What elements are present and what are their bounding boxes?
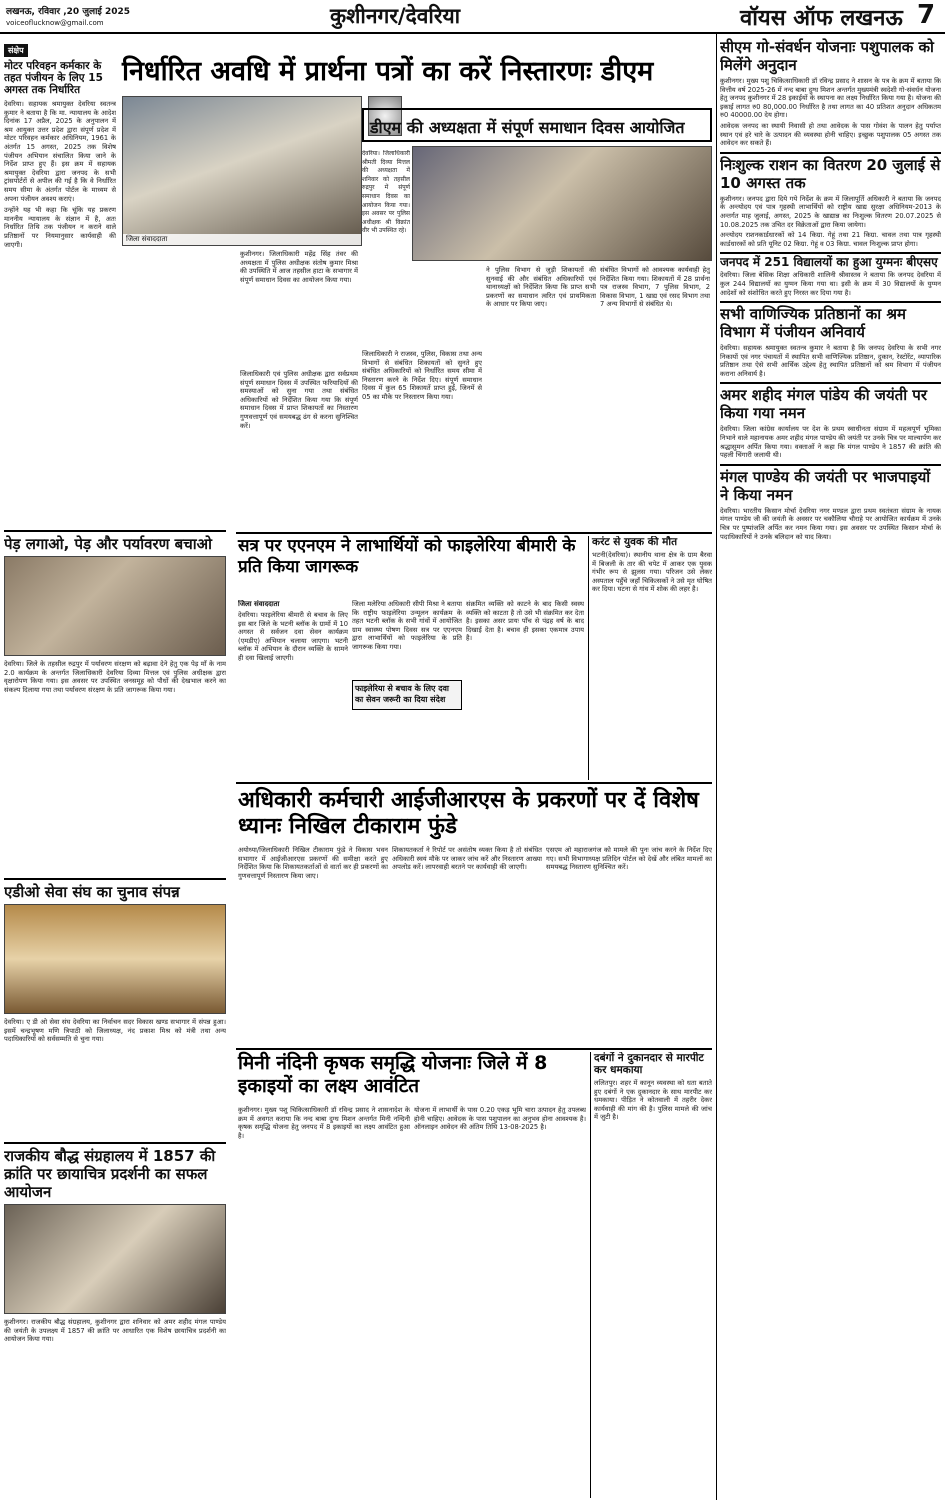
igrs-col-1: [238, 846, 388, 1046]
filaria-headline: सत्र पर एएनएम ने लाभार्थियों को फाइलेरिया बीमारी के प्रति किया जागरूक: [238, 536, 576, 577]
issue-date: लखनऊ, रविवार ,20 जुलाई 2025: [6, 7, 131, 17]
article-body: देवरिया। जिला बेसिक शिक्षा अधिकारी शालिनी श्रीवास्तव ने बताया कि जनपद देवरिया में कुल 244 विद्यालयों का युग्मन किया गया था। इसी के क्रम में 30 विद्यालयों के युग्मन आदेशों को संशोधित करते हुए निरस्त कर दिया गया है।: [720, 271, 941, 297]
newspaper-logo: वॉयस ऑफ लखनऊ: [740, 6, 903, 31]
pull-quote: [352, 680, 462, 710]
igrs-headline: अधिकारी कर्मचारी आईजीआरएस के प्रकरणों पर दें विशेष ध्यानः निखिल टीकाराम फुंडे: [238, 788, 699, 839]
article-headline: पेड़ लगाओ, पेड़ और पर्यावरण बचाओ: [4, 535, 212, 553]
museum-article: [4, 1142, 226, 1498]
byline: जिला संवाददाता: [238, 600, 280, 608]
article-body: कुशीनगर। जनपद द्वारा दिये गये निर्देश के क्रम में जिलापूर्ति अधिकारी ने बताया कि जनपद के अन्त्योदय एवं पात्र गृहस्थी लाभार्थियों को राष्ट्रीय खाद्य सुरक्षा अधिनियम-2013 के अन्तर्गत माह जुलाई, अगस्त, 2025 के खाद्यान्न का निःशुल्क वितरण 20.07.2025 से 10.08.2025 तक उचित दर विक्रेताओं द्वारा किया जायेगा।: [720, 194, 941, 229]
article-headline: जनपद में 251 विद्यालयों का हुआ युग्मनः बीएसए: [720, 255, 938, 270]
divider: [236, 1048, 712, 1050]
igrs-col-2: [392, 846, 542, 1046]
section-title: कुशीनगर/देवरिया: [330, 4, 461, 28]
masthead: [0, 0, 945, 34]
nandini-col-2: [414, 1106, 586, 1498]
column-divider: [716, 34, 717, 1500]
article-headline: मोटर परिवहन कर्मकार के तहत पंजीयन के लिए 15 अगस्त तक निर्धारित: [4, 60, 103, 96]
group-photo: [4, 904, 226, 1014]
meeting-photo: [122, 96, 362, 246]
lead-col-6: [600, 266, 710, 530]
article-body: आवेदक जनपद का स्थायी निवासी हो तथा आवेदक के पास गोवंश के पालन हेतु पर्याप्त स्थान एवं हरे चारे के उत्पादन की व्यवस्था होनी चाहिए। इच्छुक पशुपालक 05 अगस्त तक आवेदन कर सकते हैं।: [720, 121, 941, 148]
article-headline: राजकीय बौद्ध संग्रहालय में 1857 की क्रांति पर छायाचित्र प्रदर्शनी का सफल आयोजन: [4, 1147, 216, 1201]
exhibition-photo: [4, 1204, 226, 1314]
mangal-pandey-congress-article: [720, 382, 941, 459]
article-body: संक्रमित व्यक्ति को काटने के बाद किसी स्वस्थ व्यक्ति को काटता है तो उसे भी संक्रमित कर देता है। इसका असर प्रायः पाँच से पंद्रह वर्ष के बाद दिखाई देता है। बचाव ही इसका एकमात्र उपाय है।: [466, 600, 584, 643]
lead-col-3: [240, 370, 358, 530]
article-body: जिला मलेरिया अधिकारी सीपी मिश्रा ने बताया कि राष्ट्रीय फाइलेरिया उन्मूलन कार्यक्रम के तहत भटनी ब्लॉक के सभी गांवों में आयोजित ग्राम स्वास्थ्य पोषण दिवस सत्र पर एएनएम द्वारा लाभार्थियों को फाइलेरिया के प्रति जागरूक किया गया।: [352, 600, 462, 651]
ration-article: [720, 152, 941, 249]
article-body: ललितपुर। शहर में कानून व्यवस्था को धता बताते हुए दबंगों ने एक दुकानदार के साथ मारपीट कर धमकाया। पीड़ित ने कोतवाली में तहरीर देकर कार्यवाही की मांग की है। पुलिस मामले की जांच में जुटी है।: [594, 1079, 712, 1122]
divider: [236, 782, 712, 784]
article-body: देवरिया। ए डी ओ सेवा संघ देवरिया का निर्वाचन सदर विकास खण्ड सभागार में संपन्न हुआ। इसमें चन्द्रभूषण मणि त्रिपाठी को जिलाध्यक्ष, नंद प्रकाश मिश्र को मंत्री तथा अन्य पदाधिकारियों को सर्वसम्मति से चुना गया।: [4, 1018, 226, 1044]
article-body: कुशीनगर। मुख्य पशु चिकित्साधिकारी डॉ रविन्द्र प्रसाद ने शासन के पत्र के क्रम में बताया कि वित्तीय वर्ष 2025-26 में नन्द बाबा दुग्ध मिशन अन्तर्गत मुख्यमंत्री स्वदेशी गो-संवर्धन योजना हेतु जनपद कुशीनगर में 28 इकाईयों के स्थापना का लक्ष्य निर्धारित किया गया है। योजना की इकाई लागत रु0 80,000.00 निर्धारित है तथा लागत का 40 प्रतिशत अनुदान अधिकतम रु0 40000.00 देय होगा।: [720, 77, 941, 120]
nandini-col-1: [238, 1106, 410, 1498]
email-address: voiceoflucknow@gmail.com: [6, 19, 104, 27]
article-body: कुशीनगर। राजकीय बौद्ध संग्रहालय, कुशीनगर द्वारा शनिवार को अमर शहीद मंगल पाण्डेय की जयंती के उपलक्ष्य में 1857 की क्रांति पर आधारित एक विशेष छायाचित्र प्रदर्शनी का आयोजन किया गया।: [4, 1318, 226, 1344]
article-body: देवरिया। सहायक श्रमायुक्त देवरिया स्वतन्त्र कुमार ने बताया है कि मा. न्यायालय के आदेश दिनांक 17 अप्रैल, 2025 के अनुपालन में श्रम आयुक्त उत्तर प्रदेश द्वारा संपूर्ण प्रदेश में मोटर परिवहन कर्मकार अधिनियम, 1961 के अंतर्गत 15 अगस्त, 2025 तक विशेष पंजीयन अभियान संचालित किया जाने के निर्देश प्राप्त हुए हैं। इस क्रम में सहायक श्रमायुक्त देवरिया द्वारा जनपद के सभी ट्रांसपोर्टरों से अपील की गई है कि वे निर्धारित समय सीमा के अंतर्गत पोर्टल के माध्यम से अपना पंजीयन अवश्य कराएं।: [4, 100, 116, 203]
igrs-col-3: [546, 846, 712, 1046]
subhead-box: [362, 108, 712, 142]
article-headline: मंगल पाण्डेय की जयंती पर भाजपाइयों ने किया नमन: [720, 467, 931, 504]
divider: [236, 532, 712, 534]
filaria-col-1: [238, 600, 348, 780]
article-body: एसएम ओ महाराजगंज को मामले की पुनः जांच करने के निर्देश दिए गए। सभी विभागाध्यक्ष प्रतिदिन पोर्टल को देखें और लंबित मामलों का समयबद्ध निस्तारण सुनिश्चित करें।: [546, 846, 712, 872]
page-number: 7: [917, 0, 936, 30]
nandini-headline: मिनी नंदिनी कृषक समृद्धि योजनाः जिले में 8 इकाइयों का लक्ष्य आवंटित: [238, 1052, 548, 1097]
article-body: देवरिया। सहायक श्रमायुक्त स्वतन्त्र कुमार ने बताया है कि जनपद देवरिया के सभी नगर निकायों एवं नगर पंचायतों में स्थापित सभी वाणिज्यिक प्रतिष्ठान, दुकान, रेस्टोरेंट, व्यापारिक प्रतिष्ठान तथा ऐसे सभी आर्थिक उद्देश्य हेतु स्थापित प्रतिष्ठानों को श्रम विभाग में पंजीयन कराना अनिवार्य है।: [720, 344, 941, 378]
article-body: देवरिया। जिले के तहसील रुद्रपुर में पर्यावरण संरक्षण को बढ़ावा देने हेतु एक पेड़ माँ के नाम 2.0 कार्यक्रम के अन्तर्गत जिलाधिकारी देवरिया दिव्या मित्तल एवं पुलिस अधीक्षक द्वारा वृक्षारोपण किया गया। इस अवसर पर उपस्थित जनसमूह को पौधों की देखभाल करने का संकल्प दिलाया गया तथा पर्यावरण संरक्षण के प्रति जागरूक किया गया।: [4, 660, 226, 694]
article-headline: दबंगों ने दुकानदार से मारपीट कर धमकाया: [594, 1052, 704, 1076]
article-headline: अमर शहीद मंगल पांडेय की जयंती पर किया गया नमन: [720, 386, 927, 423]
article-body: देवरिया। जिलाधिकारी श्रीमती दिव्या मित्तल की अध्यक्षता में शनिवार को तहसील रुद्रपुर में संपूर्ण समाधान दिवस का आयोजन किया गया। इस अवसर पर पुलिस अधीक्षक श्री विक्रांत वीर भी उपस्थित रहे।: [362, 150, 410, 235]
filaria-col-2: [352, 600, 462, 678]
article-body: योजना में लाभार्थी के पास 0.20 एकड़ भूमि चारा उत्पादन हेतु उपलब्ध होनी चाहिए। आवेदक के पास पशुपालन का अनुभव होना आवश्यक है। ऑनलाइन आवेदन की अंतिम तिथि 13-08-2025 है।: [414, 1106, 586, 1132]
article-body: शिकायतकर्ता ने रिपोर्ट पर असंतोष व्यक्त किया है तो संबंधित अधिकारी स्वयं मौके पर जाकर जांच करें और निस्तारण आख्या अपलोड करें। लापरवाही बरतने पर कार्यवाही की जाएगी।: [392, 846, 542, 872]
article-headline: निःशुल्क राशन का वितरण 20 जुलाई से 10 अगस्त तक: [720, 155, 941, 192]
labour-article: [720, 301, 941, 378]
lead-col-4: [362, 350, 482, 530]
brief-tag: संक्षेप: [4, 44, 28, 57]
article-body: देवरिया। भारतीय किसान मोर्चा देवरिया नगर मण्डल द्वारा प्रथम स्वतंत्रता संग्राम के नायक मंगल पाण्डेय जी की जयंती के अवसर पर चकौलिया चौराहे पर आयोजित कार्यक्रम में उनके चित्र पर पुष्पांजलि अर्पित कर नमन किया गया। इस अवसर पर उपस्थित किसान मोर्चा के पदाधिकारियों ने उनके बलिदान को याद किया।: [720, 506, 941, 541]
lead-subhead: डीएम की अध्यक्षता में संपूर्ण समाधान दिवस आयोजित: [370, 118, 685, 137]
article-body: अन्त्योदय राशनकार्डधारकों को 14 किग्रा. गेहूं तथा 21 किग्रा. चावल तथा पात्र गृहस्थी कार्डधारकों को प्रति यूनिट 02 किग्रा. गेहूं व 03 किग्रा. चावल निःशुल्क प्राप्त होगा।: [720, 231, 941, 248]
tree-article: [4, 530, 226, 870]
article-headline: करंट से युवक की मौत: [592, 536, 678, 548]
photo-caption: जिला संवाददाता: [123, 234, 361, 245]
article-body: कुशीनगर। जिलाधिकारी महेंद्र सिंह तंवर की अध्यक्षता में पुलिस अधीक्षक संतोष कुमार मिश्रा की उपस्थिति में आज तहसील हाटा के सभागार में संपूर्ण समाधान दिवस का आयोजन किया गया।: [240, 250, 358, 284]
right-column: [720, 38, 941, 1498]
lead-col-5: [486, 266, 596, 530]
article-body: जिलाधिकारी ने राजस्व, पुलिस, विकास तथा अन्य विभागों से संबंधित शिकायतों को सुनते हुए संबंधित अधिकारियों को निर्धारित समय सीमा में निस्तारण करने के निर्देश दिए। संपूर्ण समाधान दिवस में कुल 65 शिकायतें प्राप्त हुईं, जिनमें से 05 का मौके पर निस्तारण किया गया।: [362, 350, 482, 401]
article-body: संबंधित विभागों को आवश्यक कार्यवाही हेतु निर्देशित किया गया। शिकायतों में 28 प्रार्थना पत्र राजस्व विभाग, 7 पुलिस विभाग, 2 विकास विभाग, 1 खाद्य एवं रसद विभाग तथा 7 अन्य विभागों से संबंधित थे।: [600, 266, 710, 309]
article-body: जिलाधिकारी एवं पुलिस अधीक्षक द्वारा सर्वप्रथम संपूर्ण समाधान दिवस में उपस्थित फरियादियों की समस्याओं को सुना गया तथा संबंधित अधिकारियों को निर्देशित किया गया कि संपूर्ण समाधान दिवस में प्राप्त शिकायतों का निस्तारण गुणवत्तापूर्ण एवं समयबद्ध ढंग से करना सुनिश्चित करें।: [240, 370, 358, 430]
samadhan-photo: [412, 146, 712, 261]
filaria-col-3: [466, 600, 584, 780]
article-body: कुशीनगर। मुख्य पशु चिकित्साधिकारी डॉ रविन्द्र प्रसाद ने शासनादेश के क्रम में अवगत कराया कि नन्द बाबा दुग्ध मिशन अन्तर्गत मिनी नन्दिनी कृषक समृद्धि योजना हेतु जनपद में 8 इकाइयों का लक्ष्य आवंटित हुआ है।: [238, 1106, 410, 1140]
bsa-article: [720, 252, 941, 297]
lead-headline: निर्धारित अवधि में प्रार्थना पत्रों का करें निस्तारणः डीएम: [122, 56, 654, 87]
article-body: अयोध्या/जिलाधिकारी निखिल टीकाराम फुंडे ने विकास भवन सभागार में आईजीआरएस प्रकरणों की समीक्षा करते हुए निर्देशित किया कि शिकायतकर्ताओं से वार्ता कर ही प्रकरणों का गुणवत्तापूर्ण निस्तारण किया जाए।: [238, 846, 388, 880]
article-body: ने पुलिस विभाग से जुड़ी शिकायतों की सुनवाई की और संबंधित अधिकारियों एवं थानाध्यक्षों को निर्देशित किया कि प्राप्त सभी प्रकरणों का समाधान त्वरित एवं प्राथमिकता के आधार पर किया जाए।: [486, 266, 596, 309]
article-headline: सीएम गो-संवर्धन योजनाः पशुपालक को मिलेंगे अनुदान: [720, 38, 934, 74]
article-body: उन्होंने यह भी कहा कि चूंकि यह प्रकरण माननीय न्यायालय के संज्ञान में है, अतः निर्धारित तिथि तक पंजीयन न कराने वाले प्रतिष्ठानों पर नियमानुसार कार्यवाही की जाएगी।: [4, 206, 116, 249]
dabang-article: [590, 1052, 712, 1498]
article-body: देवरिया। फाइलेरिया बीमारी से बचाव के लिए इस बार जिले के भटनी ब्लॉक के ग्रामों में 10 अगस्त से सर्वजन दवा सेवन कार्यक्रम (एमडीए) अभियान चलाया जाएगा। भटनी ब्लॉक में अभियान के दौरान व्यक्ति के सामने ही दवा खिलाई जाएगी।: [238, 611, 348, 662]
tree-plantation-photo: [4, 556, 226, 656]
article-body: भटनी(देवरिया)। स्थानीय थाना क्षेत्र के ग्राम बैरवा में बिजली के तार की चपेट में आकर एक युवक गंभीर रूप से झुलस गया। परिजन उसे लेकर अस्पताल पहुँचे जहाँ चिकित्सकों ने उसे मृत घोषित कर दिया। घटना से गांव में शोक की लहर है।: [592, 551, 712, 594]
ado-article: [4, 878, 226, 1138]
mangal-pandey-bjp-article: [720, 464, 941, 541]
article-headline: एडीओ सेवा संघ का चुनाव संपन्न: [4, 883, 180, 901]
article-body: देवरिया। जिला कांग्रेस कार्यालय पर देश के प्रथम स्वाधीनता संग्राम में महत्वपूर्ण भूमिका निभाने वाले महानायक अमर शहीद मंगल पाण्डेय की जयंती पर उनके चित्र पर माल्यार्पण कर श्रद्धासुमन अर्पित किया गया। वक्ताओं ने कहा कि मंगल पाण्डेय ने 1857 की क्रांति की पहली चिंगारी जलायी थी।: [720, 425, 941, 460]
article-headline: सभी वाणिज्यिक प्रतिष्ठानों का श्रम विभाग में पंजीयन अनिवार्य: [720, 305, 906, 342]
pull-quote-text: फाइलेरिया से बचाव के लिए दवा का सेवन जरूरी का दिया संदेश: [355, 684, 449, 704]
current-death-article: [588, 536, 712, 780]
